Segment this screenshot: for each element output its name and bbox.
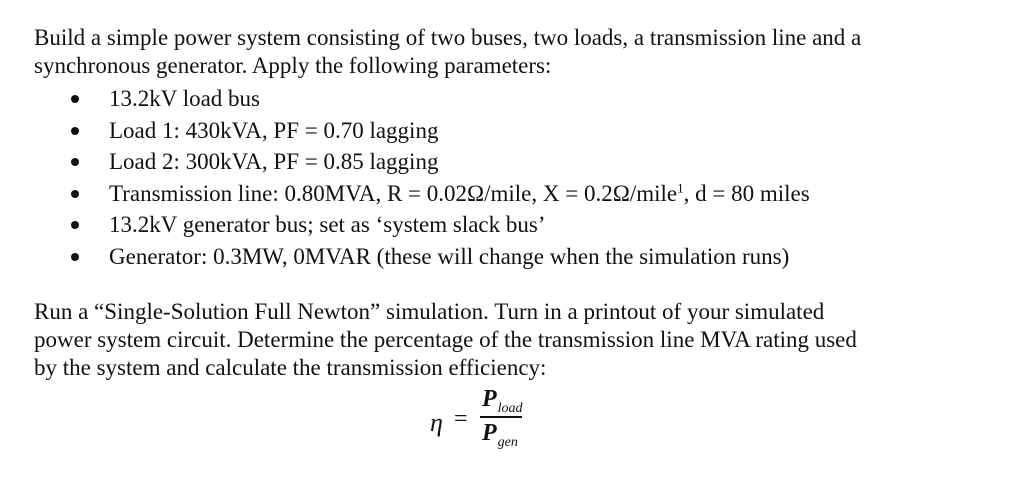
parameter-item-transmission-line: Transmission line: 0.80MVA, R = 0.02Ω/mile, X = 0.2Ω/mile$^1$, d = 80 miles — [34, 178, 934, 210]
formula-fraction-bar — [480, 416, 522, 418]
bullet-icon — [71, 158, 79, 166]
parameter-item-load-bus: 13.2kV load bus — [34, 83, 934, 115]
intro-line-1: Build a simple power system consisting of two buses, two loads, a transmission line and a — [34, 25, 862, 50]
parameter-item-load-1: Load 1: 430kVA, PF = 0.70 lagging — [34, 115, 934, 147]
formula-numerator: $P_{load}$ — [482, 386, 523, 416]
parameter-item-load-2: Load 2: 300kVA, PF = 0.85 lagging — [34, 146, 934, 178]
problem-document — [34, 24, 934, 382]
parameter-item-generator-bus: 13.2kV generator bus; set as ‘system slack bus’ — [34, 209, 934, 241]
formula-eta: η — [430, 408, 443, 437]
bullet-icon — [71, 221, 79, 229]
task-line-2: power system circuit. Determine the percentage of the transmission line MVA rating used — [34, 327, 857, 352]
bullet-icon — [71, 127, 79, 135]
task-paragraph — [34, 298, 934, 382]
parameter-list — [34, 83, 934, 272]
bullet-icon — [71, 253, 79, 261]
intro-line-2: synchronous generator. Apply the following parameters: — [34, 53, 552, 78]
parameter-item-generator: Generator: 0.3MW, 0MVAR (these will change when the simulation runs) — [34, 241, 934, 273]
formula-denominator: $P_{gen}$ — [482, 420, 518, 450]
bullet-icon — [71, 190, 79, 198]
formula-equals: = — [454, 406, 468, 432]
bullet-icon — [71, 95, 79, 103]
task-line-3: by the system and calculate the transmission efficiency: — [34, 355, 547, 380]
footnote-marker: 1 — [677, 179, 684, 195]
intro-paragraph — [34, 24, 934, 80]
task-line-1: Run a “Single-Solution Full Newton” simulation. Turn in a printout of your simulated — [34, 299, 825, 324]
efficiency-formula — [430, 386, 550, 456]
